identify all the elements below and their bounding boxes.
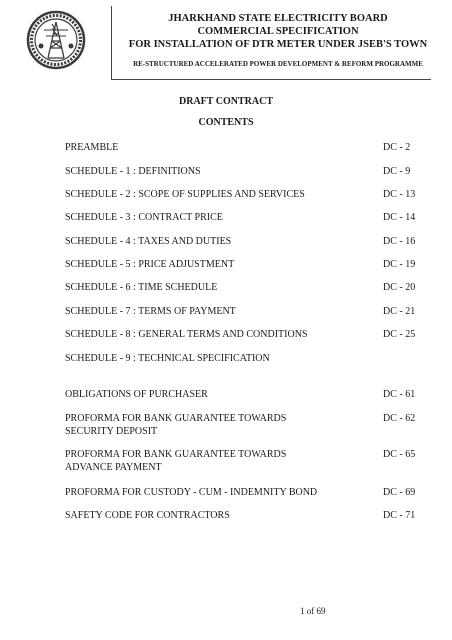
contents-page: DC - 65 [383, 449, 416, 460]
contents-page: DC - 61 [383, 389, 416, 400]
header-divider-horizontal [111, 79, 431, 80]
contents-label: SAFETY CODE FOR CONTRACTORS [65, 510, 230, 521]
contents-label: PROFORMA FOR CUSTODY - CUM - INDEMNITY BOND [65, 487, 318, 498]
contents-page: DC - 62 [383, 413, 416, 424]
contents-page: DC - 25 [383, 329, 416, 340]
contents-label: PROFORMA FOR BANK GUARANTEE TOWARDS ADVANCE PAYMENT [65, 449, 287, 473]
contents-page: DC - 13 [383, 189, 416, 200]
contents-page: DC - 14 [383, 212, 416, 223]
header-organization: JHARKHAND STATE ELECTRICITY BOARD [168, 13, 388, 24]
contents-page: DC - 21 [383, 306, 416, 317]
contents-label: PROFORMA FOR BANK GUARANTEE TOWARDS SECURITY DEPOSIT [65, 413, 287, 437]
header-specification: COMMERCIAL SPECIFICATION [197, 26, 359, 37]
contents-label: SCHEDULE - 8 : GENERAL TERMS AND CONDITIONS [65, 329, 308, 340]
contents-label: PREAMBLE [65, 142, 119, 153]
contents-label: SCHEDULE - 7 : TERMS OF PAYMENT [65, 306, 236, 317]
header-programme: RE-STRUCTURED ACCELERATED POWER DEVELOPMENT & REFORM PROGRAMME [133, 60, 423, 68]
contents-label: SCHEDULE - 9 : TECHNICAL SPECIFICATION [65, 353, 270, 364]
page-indicator: 1 of 69 [300, 606, 326, 616]
contents-page: DC - 19 [383, 259, 416, 270]
contents-label: SCHEDULE - 6 : TIME SCHEDULE [65, 282, 218, 293]
contents-label: SCHEDULE - 4 : TAXES AND DUTIES [65, 236, 232, 247]
contents-page: DC - 16 [383, 236, 416, 247]
contents-label: SCHEDULE - 1 : DEFINITIONS [65, 166, 201, 177]
contents-label: SCHEDULE - 5 : PRICE ADJUSTMENT [65, 259, 235, 270]
contents-page: DC - 2 [383, 142, 411, 153]
contents-label: OBLIGATIONS OF PURCHASER [65, 389, 208, 400]
document-title: DRAFT CONTRACT [179, 96, 273, 107]
header-purpose: FOR INSTALLATION OF DTR METER UNDER JSEB'S TOWN [128, 39, 428, 50]
contents-label: SCHEDULE - 2 : SCOPE OF SUPPLIES AND SERVICES [65, 189, 305, 200]
contents-heading: CONTENTS [198, 117, 254, 128]
contents-page: DC - 71 [383, 510, 416, 521]
contents-page: DC - 20 [383, 282, 416, 293]
contents-label: SCHEDULE - 3 : CONTRACT PRICE [65, 212, 223, 223]
jseb-logo-icon [26, 8, 86, 72]
contents-page: DC - 69 [383, 487, 416, 498]
contents-page: DC - 9 [383, 166, 411, 177]
